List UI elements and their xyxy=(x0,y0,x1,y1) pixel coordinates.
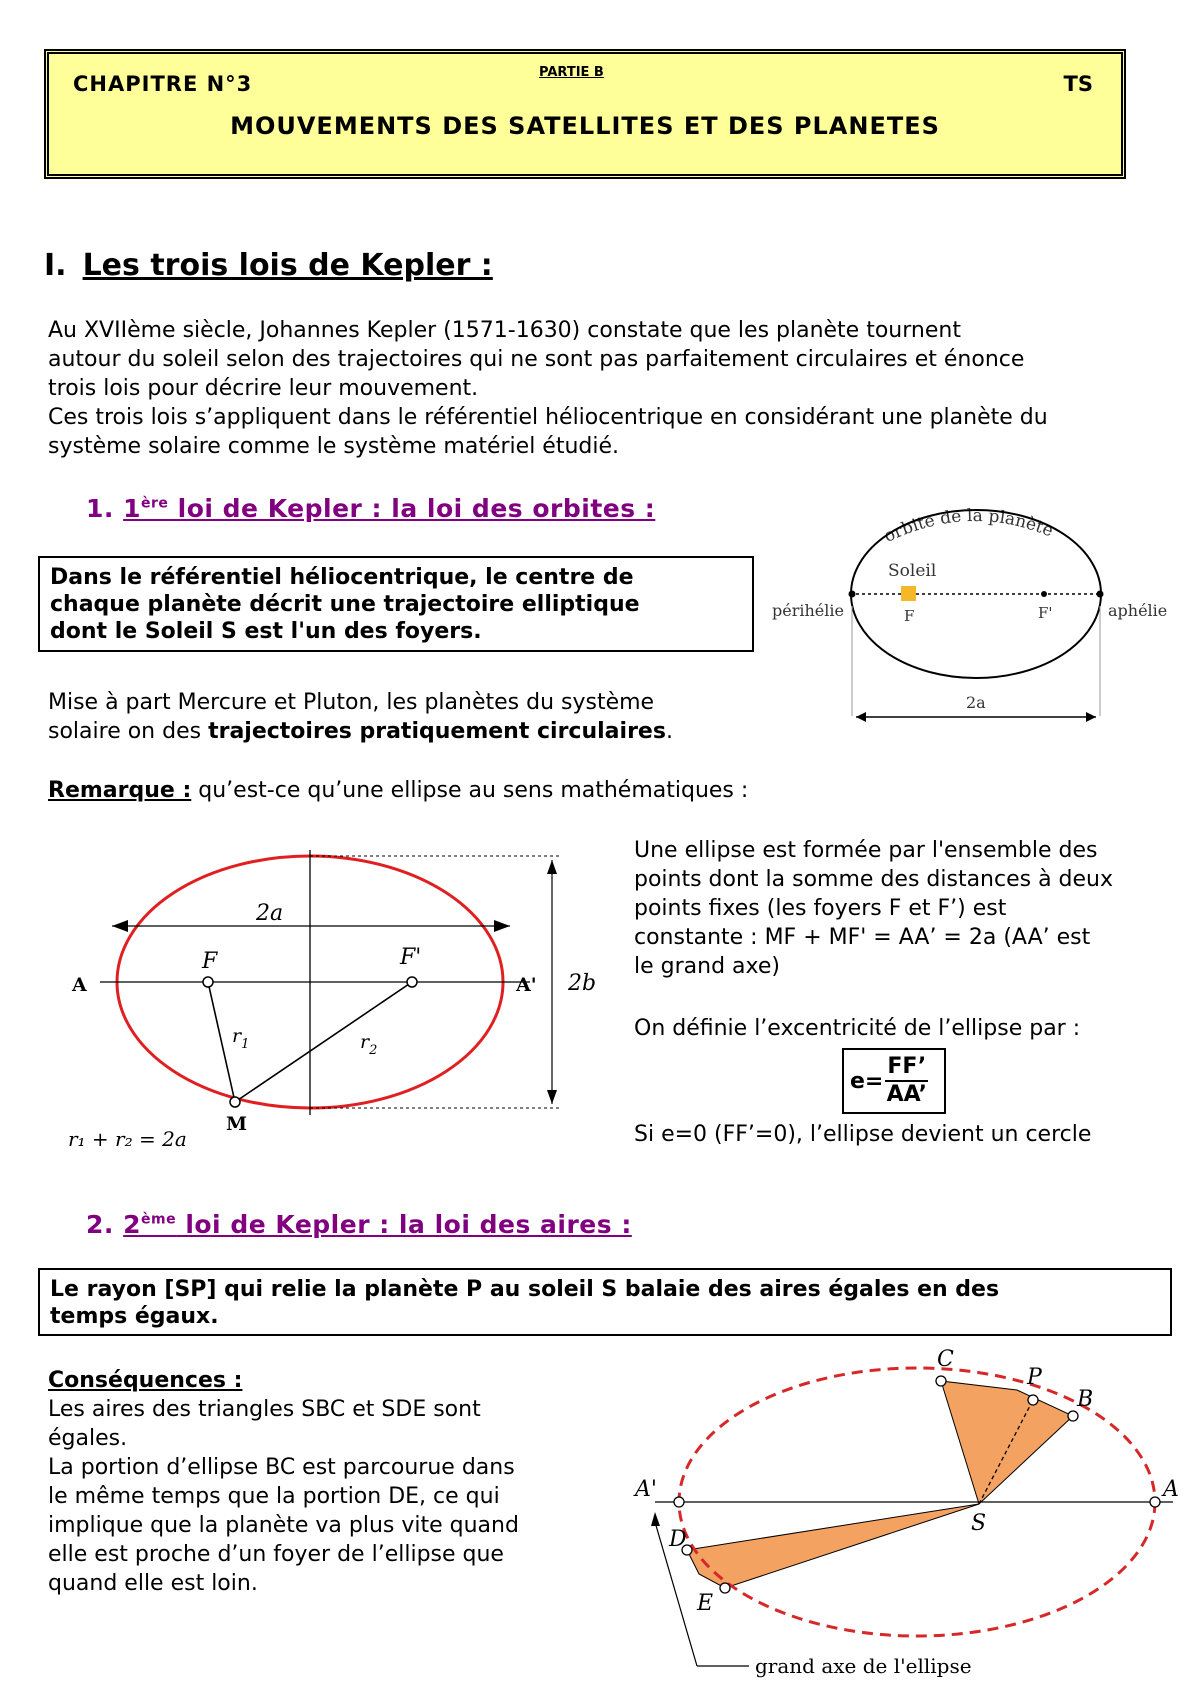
law2-statement-box xyxy=(38,1268,1172,1336)
r1-label: $r_1$ xyxy=(232,1025,250,1052)
point-a2 xyxy=(674,1497,684,1507)
formula-fraction xyxy=(885,1054,928,1108)
law1-number: 1. xyxy=(86,494,114,523)
law1-statement-box xyxy=(38,556,754,652)
consequence-line: Les aires des triangles SBC et SDE sont xyxy=(48,1397,481,1422)
law2-heading xyxy=(86,1210,632,1239)
law1-statement-line: dont le Soleil S est l'un des foyers. xyxy=(50,619,482,644)
focus-f-label: F xyxy=(202,949,218,974)
focus-f-point xyxy=(203,977,213,987)
law1-note xyxy=(48,688,768,746)
label-e: E xyxy=(697,1591,714,1616)
ellipse-definition xyxy=(634,836,1174,981)
two-b-label: 2b xyxy=(568,971,597,996)
law2-ordinal: 2 xyxy=(123,1210,142,1239)
area-law-diagram xyxy=(625,1346,1185,1690)
remark-label: Remarque : xyxy=(48,778,192,803)
law1-ordinal-sup: ère xyxy=(141,495,169,512)
focus-f2-label: F' xyxy=(400,945,422,970)
aphelion-label: aphélie xyxy=(1108,601,1168,620)
axis-caption: grand axe de l'ellipse xyxy=(755,1654,972,1678)
section-heading xyxy=(44,248,493,283)
law2-title: loi de Kepler : la loi des aires : xyxy=(176,1210,632,1239)
consequence-line: implique que la planète va plus vite quand xyxy=(48,1513,519,1538)
focus2-point xyxy=(1041,591,1047,597)
area-sbc xyxy=(941,1381,1073,1504)
intro-line: Au XVIIème siècle, Johannes Kepler (1571-1630) constate que les planète tournent xyxy=(48,318,961,343)
eccentricity-formula xyxy=(842,1048,946,1114)
law2-number: 2. xyxy=(86,1210,114,1239)
focus-f2-point xyxy=(407,977,417,987)
chapter-title: MOUVEMENTS DES SATELLITES ET DES PLANETES xyxy=(230,112,940,140)
sun-icon xyxy=(901,586,916,601)
arrow-left-icon xyxy=(112,920,128,932)
definition-line: le grand axe) xyxy=(634,954,780,979)
perihelion-point xyxy=(849,591,856,598)
law2-ordinal-sup: ème xyxy=(141,1211,177,1228)
point-b xyxy=(1068,1411,1078,1421)
label-s: S xyxy=(971,1511,987,1536)
consequences xyxy=(48,1366,608,1598)
arrow-right-icon xyxy=(1086,712,1096,722)
axis-length-label: 2a xyxy=(966,693,986,712)
circle-note: Si e=0 (FF’=0), l’ellipse devient un cercle xyxy=(634,1122,1092,1147)
two-a-label: 2a xyxy=(256,901,284,926)
consequence-line: quand elle est loin. xyxy=(48,1571,258,1596)
formula-lhs: e= xyxy=(850,1068,884,1094)
law1-note-bold: trajectoires pratiquement circulaires xyxy=(208,719,666,744)
chapter-number: CHAPITRE N°3 xyxy=(73,72,253,96)
ellipse-diagram xyxy=(60,840,620,1170)
intro-line: trois lois pour décrire leur mouvement. xyxy=(48,376,479,401)
label-d: D xyxy=(669,1527,687,1552)
arrow-left-icon xyxy=(856,712,866,722)
section-number: I. xyxy=(44,248,67,283)
arrow-right-icon xyxy=(494,920,510,932)
orbit-diagram xyxy=(770,476,1180,736)
consequences-label: Conséquences : xyxy=(48,1368,243,1393)
intro-paragraph xyxy=(48,316,1168,461)
law1-note-prefix: solaire on des xyxy=(48,719,209,744)
focus1-label: F xyxy=(904,607,915,625)
arrow-up-icon xyxy=(651,1512,660,1526)
orbit-label: orbite de la planète xyxy=(880,505,1056,547)
remark-line xyxy=(48,776,748,805)
label-a2: A' xyxy=(635,1477,657,1502)
chapter-header xyxy=(44,49,1126,179)
consequence-line: le même temps que la portion DE, ce qui xyxy=(48,1484,500,1509)
intro-line: autour du soleil selon des trajectoires qui ne sont pas parfaitement circulaires et énonce xyxy=(48,347,1025,372)
law1-title: loi de Kepler : la loi des orbites : xyxy=(168,494,656,523)
label-b: B xyxy=(1077,1387,1094,1412)
law1-note-line: Mise à part Mercure et Pluton, les planètes du système xyxy=(48,690,655,715)
formula-numerator: FF’ xyxy=(885,1054,928,1082)
law1-statement-line: Dans le référentiel héliocentrique, le centre de xyxy=(50,565,634,590)
sun-label: Soleil xyxy=(888,561,937,581)
arrow-down-icon xyxy=(547,1090,557,1104)
law2-statement-line: temps égaux. xyxy=(50,1304,219,1329)
law1-note-suffix: . xyxy=(665,719,673,744)
definition-line: Une ellipse est formée par l'ensemble des xyxy=(634,838,1098,863)
eccentricity-line: On définie l’excentricité de l’ellipse par : xyxy=(634,1016,1081,1041)
label-a: A xyxy=(1163,1477,1179,1502)
law1-heading xyxy=(86,494,655,523)
label-p: P xyxy=(1027,1365,1042,1390)
level-label: TS xyxy=(1063,72,1093,96)
part-label: PARTIE B xyxy=(539,65,604,80)
point-c xyxy=(936,1376,946,1386)
area-sde xyxy=(687,1504,979,1588)
point-m xyxy=(230,1097,240,1107)
r1-segment xyxy=(208,982,235,1102)
point-m-label: M xyxy=(226,1113,248,1135)
definition-line: constante : MF + MF' = AA’ = 2a (AA’ est xyxy=(634,925,1091,950)
point-p xyxy=(1028,1395,1038,1405)
consequence-line: égales. xyxy=(48,1426,128,1451)
law1-statement-line: chaque planète décrit une trajectoire elliptique xyxy=(50,592,640,617)
point-e xyxy=(720,1583,730,1593)
perihelion-label: périhélie xyxy=(772,601,844,620)
relation-label: r₁ + r₂ = 2a xyxy=(68,1127,187,1151)
r2-label: $r_2$ xyxy=(360,1031,378,1058)
formula-denominator: AA’ xyxy=(886,1082,927,1107)
law1-ordinal: 1 xyxy=(123,494,142,523)
law2-statement-line: Le rayon [SP] qui relie la planète P au soleil S balaie des aires égales en des xyxy=(50,1277,1000,1302)
consequence-line: La portion d’ellipse BC est parcourue dans xyxy=(48,1455,515,1480)
aphelion-point xyxy=(1097,591,1104,598)
definition-line: points fixes (les foyers F et F’) est xyxy=(634,896,1007,921)
consequence-line: elle est proche d’un foyer de l’ellipse que xyxy=(48,1542,504,1567)
point-a-label: A xyxy=(72,974,87,996)
remark-text: qu’est-ce qu’une ellipse au sens mathématiques : xyxy=(191,778,749,803)
point-a2-label: A' xyxy=(516,974,537,996)
intro-line: Ces trois lois s’appliquent dans le référentiel héliocentrique en considérant une planète du xyxy=(48,405,1048,430)
intro-line: système solaire comme le système matériel étudié. xyxy=(48,434,620,459)
point-a xyxy=(1150,1497,1160,1507)
focus2-label: F' xyxy=(1038,604,1053,622)
section-title: Les trois lois de Kepler : xyxy=(82,248,493,283)
arrow-up-icon xyxy=(547,860,557,874)
r2-segment xyxy=(235,982,412,1102)
label-c: C xyxy=(937,1347,954,1372)
definition-line: points dont la somme des distances à deux xyxy=(634,867,1114,892)
